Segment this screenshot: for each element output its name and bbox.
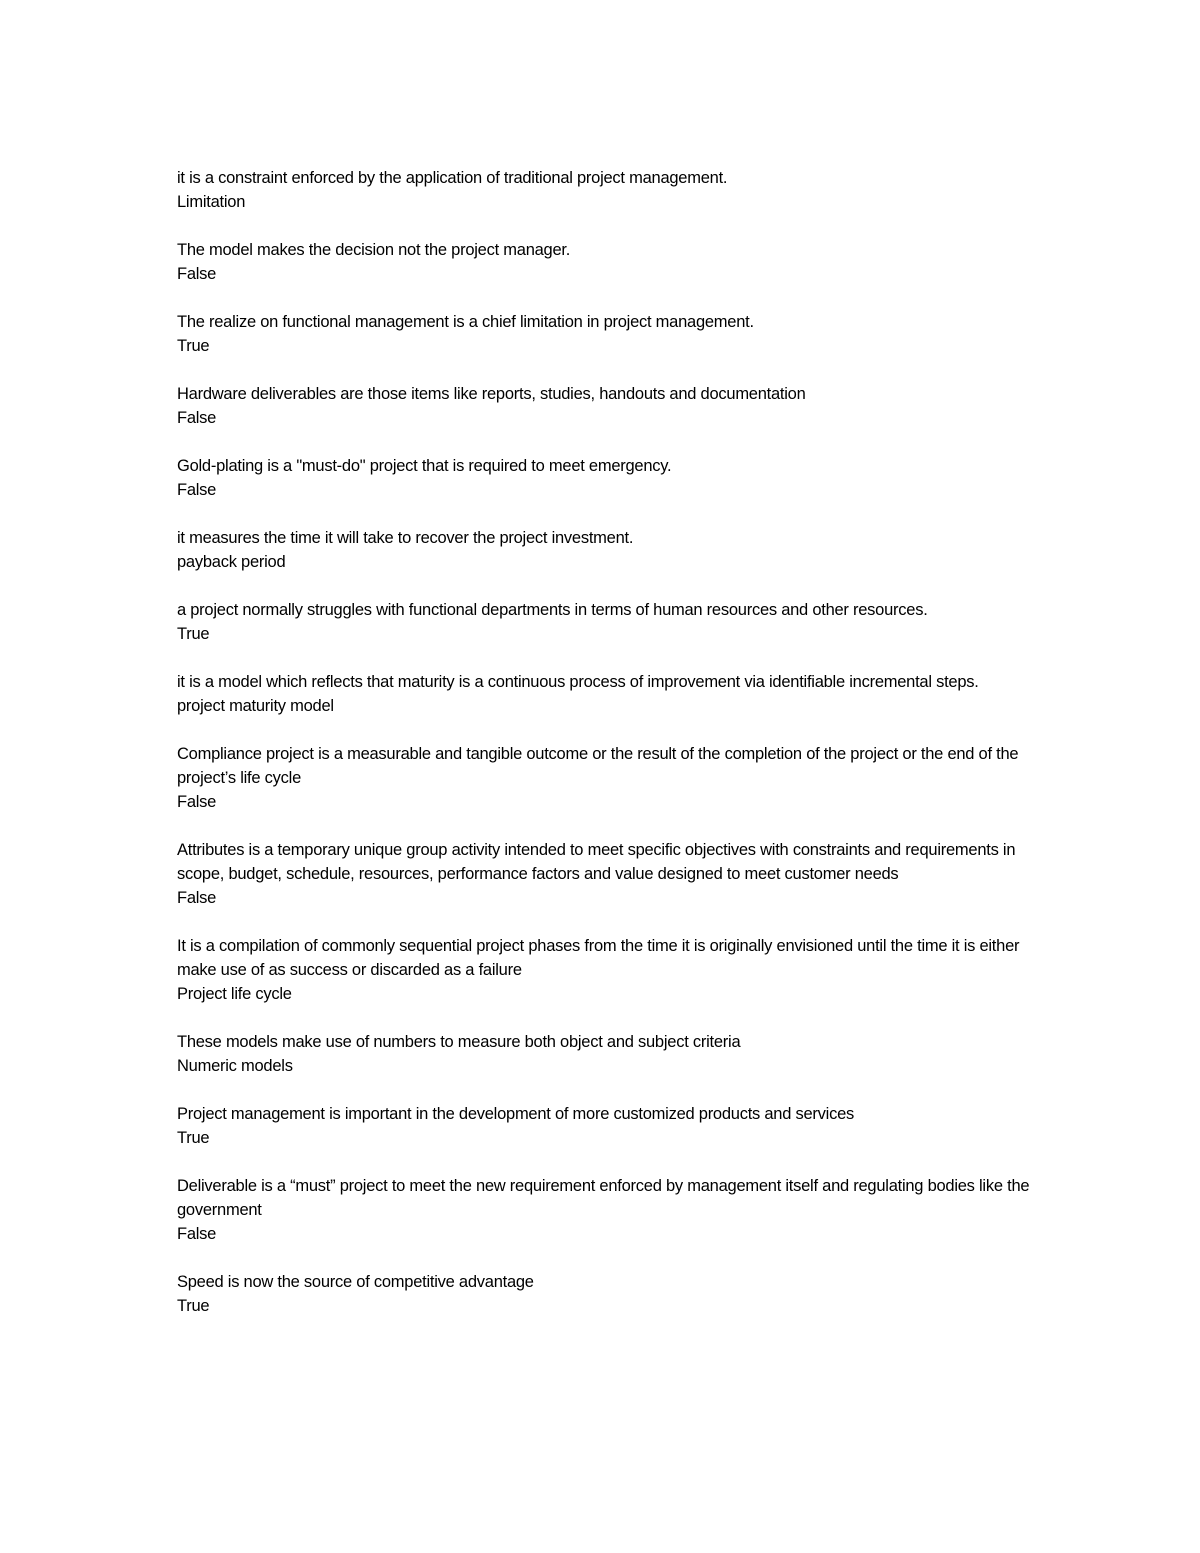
answer-text: False <box>177 889 217 907</box>
qa-item <box>177 1270 1037 1318</box>
qa-item <box>177 1174 1037 1246</box>
question-text: Project management is important in the development of more customized products and services <box>177 1105 855 1123</box>
answer-text: False <box>177 481 217 499</box>
question-text: it is a model which reflects that maturity is a continuous process of improvement via identifiable incremental steps. <box>177 673 979 691</box>
question-text: a project normally struggles with functional departments in terms of human resources and other resources. <box>177 601 928 619</box>
qa-item <box>177 742 1037 814</box>
qa-item <box>177 934 1037 1006</box>
qa-item <box>177 1030 1037 1078</box>
qa-item <box>177 526 1037 574</box>
qa-item <box>177 166 1037 214</box>
question-text: These models make use of numbers to measure both object and subject criteria <box>177 1033 741 1051</box>
question-text: Hardware deliverables are those items like reports, studies, handouts and documentation <box>177 385 806 403</box>
answer-text: Limitation <box>177 193 246 211</box>
qa-item <box>177 598 1037 646</box>
answer-text: payback period <box>177 553 286 571</box>
answer-text: True <box>177 1297 210 1315</box>
question-text: Speed is now the source of competitive advantage <box>177 1273 534 1291</box>
answer-text: False <box>177 265 217 283</box>
qa-item <box>177 454 1037 502</box>
answer-text: False <box>177 409 217 427</box>
question-text: it measures the time it will take to recover the project investment. <box>177 529 634 547</box>
qa-item <box>177 310 1037 358</box>
question-text: Gold-plating is a "must-do" project that is required to meet emergency. <box>177 457 672 475</box>
question-text: Deliverable is a “must” project to meet the new requirement enforced by management itself and regulating bodies like the government <box>177 1177 1030 1219</box>
qa-item <box>177 670 1037 718</box>
question-text: The realize on functional management is a chief limitation in project management. <box>177 313 754 331</box>
answer-text: False <box>177 793 217 811</box>
answer-text: False <box>177 1225 217 1243</box>
answer-text: True <box>177 625 210 643</box>
answer-text: True <box>177 1129 210 1147</box>
answer-text: Numeric models <box>177 1057 293 1075</box>
qa-item <box>177 1102 1037 1150</box>
question-text: The model makes the decision not the project manager. <box>177 241 571 259</box>
answer-text: True <box>177 337 210 355</box>
qa-list <box>177 166 1037 1342</box>
qa-item <box>177 838 1037 910</box>
answer-text: project maturity model <box>177 697 334 715</box>
answer-text: Project life cycle <box>177 985 292 1003</box>
question-text: it is a constraint enforced by the application of traditional project management. <box>177 169 728 187</box>
question-text: It is a compilation of commonly sequential project phases from the time it is originally envisioned until the time it is either make use of as success or discarded as a failure <box>177 937 1020 979</box>
question-text: Attributes is a temporary unique group activity intended to meet specific objectives with constraints and requirements in scope, budget, schedule, resources, performance factors and value designed to meet customer needs <box>177 841 1016 883</box>
qa-item <box>177 382 1037 430</box>
qa-item <box>177 238 1037 286</box>
question-text: Compliance project is a measurable and tangible outcome or the result of the completion of the project or the end of the project’s life cycle <box>177 745 1019 787</box>
